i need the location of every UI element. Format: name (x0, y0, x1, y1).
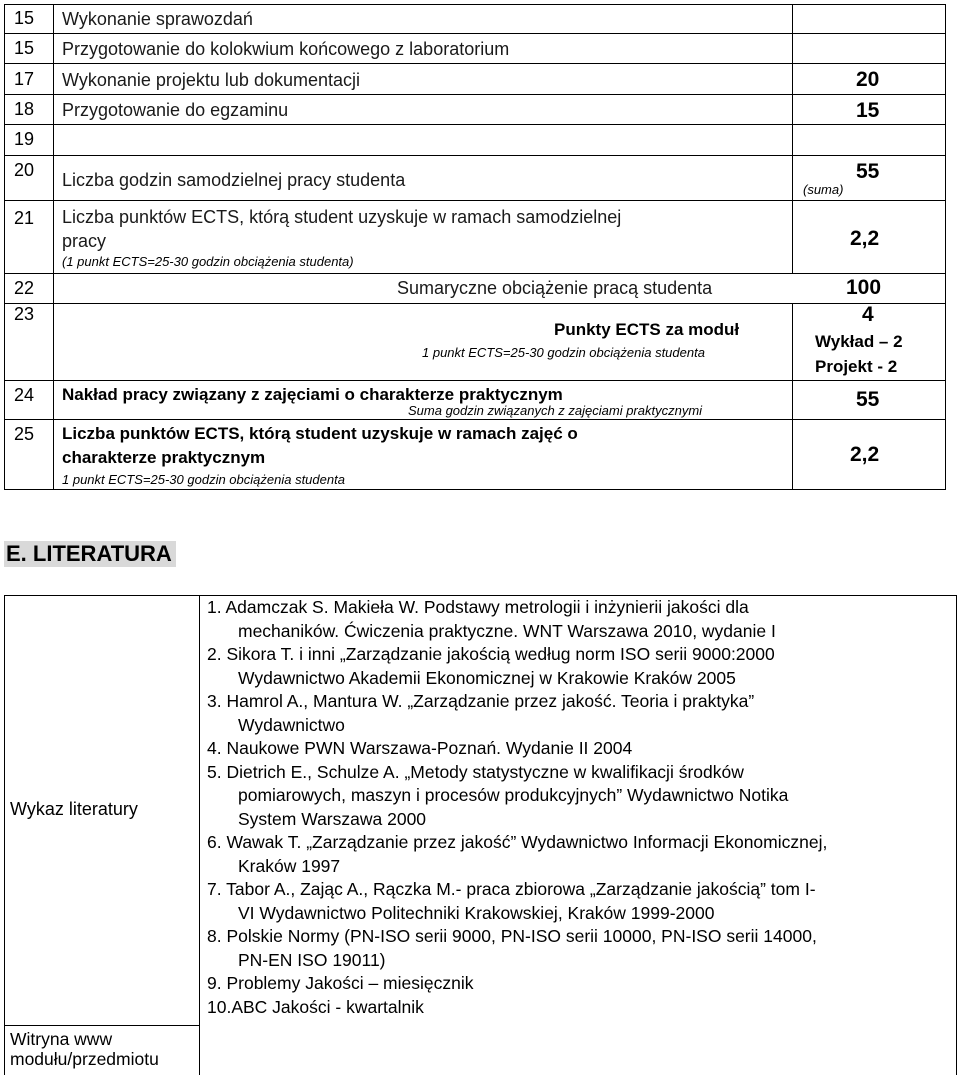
lecture-points: Wykład – 2 (815, 332, 903, 351)
literature-item (207, 878, 952, 925)
literature-item-text: 9. Problemy Jakości – miesięcznik (207, 973, 474, 993)
literature-item-continuation: System Warszawa 2000 (238, 808, 427, 829)
row-value: 20 (856, 68, 880, 91)
row-number: 24 (14, 385, 35, 405)
row-label: Sumaryczne obciążenie pracą studenta (397, 278, 713, 298)
row-value: 55 (856, 388, 880, 411)
literature-item-text: 1. Adamczak S. Makieła W. Podstawy metrologii i inżynierii jakości dla (207, 597, 749, 617)
row-note: 1 punkt ECTS=25-30 godzin obciążenia studenta (62, 472, 345, 487)
row-number: 25 (14, 424, 35, 444)
row-number: 21 (14, 208, 35, 228)
project-points: Projekt - 2 (815, 357, 898, 376)
row-number: 15 (14, 38, 35, 58)
section-heading: E. LITERATURA (4, 541, 176, 567)
literature-item-continuation: PN-EN ISO 19011) (238, 949, 386, 970)
row-label: Wykonanie projektu lub dokumentacji (62, 70, 361, 90)
row-value: 2,2 (850, 227, 880, 250)
literature-item (207, 925, 952, 972)
literature-item-continuation: Kraków 1997 (238, 855, 341, 876)
row-label: Liczba punktów ECTS, którą student uzyskuje w ramach samodzielnej (62, 207, 622, 227)
literature-item (207, 643, 952, 690)
row-number: 17 (14, 69, 35, 89)
row-note: Suma godzin związanych z zajęciami praktycznymi (408, 403, 703, 418)
row-number: 18 (14, 99, 35, 119)
literature-item-continuation: VI Wydawnictwo Politechniki Krakowskiej, Kraków 1999-2000 (238, 902, 715, 923)
literature-item (207, 690, 952, 737)
literature-item-text: 7. Tabor A., Zając A., Rączka M.- praca zbiorowa „Zarządzanie jakością” tom I- (207, 879, 816, 899)
row-note: 1 punkt ECTS=25-30 godzin obciążenia studenta (422, 345, 705, 360)
literature-item-text: 10.ABC Jakości - kwartalnik (207, 996, 424, 1017)
literature-item-text: 2. Sikora T. i inni „Zarządzanie jakością według norm ISO serii 9000:2000 (207, 644, 775, 664)
row-label: Przygotowanie do kolokwium końcowego z laboratorium (62, 39, 510, 59)
literature-item-text: 5. Dietrich E., Schulze A. „Metody statystyczne w kwalifikacji środków (207, 761, 744, 782)
literature-item (207, 996, 952, 1020)
row-label: charakterze praktycznym (62, 448, 266, 467)
row-label: Liczba godzin samodzielnej pracy studenta (62, 170, 406, 190)
row-value: 15 (856, 99, 880, 122)
literature-item (207, 737, 952, 761)
row-label: Wykonanie sprawozdań (62, 9, 253, 29)
literature-item-continuation: Wydawnictwo (238, 714, 345, 735)
row-value: 2,2 (850, 443, 880, 466)
row-label: Punkty ECTS za moduł (554, 320, 740, 339)
literature-item (207, 596, 952, 643)
row-number: 20 (14, 160, 35, 180)
row-number: 22 (14, 278, 35, 298)
literature-item-continuation: Wydawnictwo Akademii Ekonomicznej w Krakowie Kraków 2005 (238, 667, 736, 688)
literature-item-text: 3. Hamrol A., Mantura W. „Zarządzanie przez jakość. Teoria i praktyka” (207, 691, 755, 711)
literature-item (207, 831, 952, 878)
literature-item-text: 6. Wawak T. „Zarządzanie przez jakość” Wydawnictwo Informacji Ekonomicznej, (207, 832, 828, 852)
literature-item-continuation: mechaników. Ćwiczenia praktyczne. WNT Warszawa 2010, wydanie I (238, 620, 776, 641)
row-label: Przygotowanie do egzaminu (62, 100, 289, 120)
literature-item-text: 8. Polskie Normy (PN-ISO serii 9000, PN-ISO serii 10000, PN-ISO serii 14000, (207, 926, 817, 946)
row-value: 55 (856, 160, 880, 183)
literature-item (207, 761, 952, 832)
literature-item-text: 4. Naukowe PWN Warszawa-Poznań. Wydanie II 2004 (207, 738, 633, 758)
row-note: (suma) (803, 182, 844, 197)
row-value: 100 (846, 276, 882, 299)
row-number: 15 (14, 8, 35, 28)
literature-item (207, 972, 952, 996)
row-number: 19 (14, 129, 35, 149)
row-number: 23 (14, 304, 35, 324)
website-label: Witryna www (10, 1029, 113, 1049)
row-label: pracy (62, 231, 107, 251)
row-value: 4 (862, 303, 874, 326)
literature-item-continuation: pomiarowych, maszyn i procesów produkcyjnych” Wydawnictwo Notika (238, 785, 789, 805)
row-label: Nakład pracy związany z zajęciami o charakterze praktycznym (62, 385, 563, 404)
literature-list (207, 596, 952, 1019)
row-note: (1 punkt ECTS=25-30 godzin obciążenia studenta) (62, 254, 354, 269)
literature-label: Wykaz literatury (10, 799, 138, 819)
website-label: modułu/przedmiotu (10, 1049, 159, 1069)
row-label: Liczba punktów ECTS, którą student uzyskuje w ramach zajęć o (62, 424, 578, 443)
